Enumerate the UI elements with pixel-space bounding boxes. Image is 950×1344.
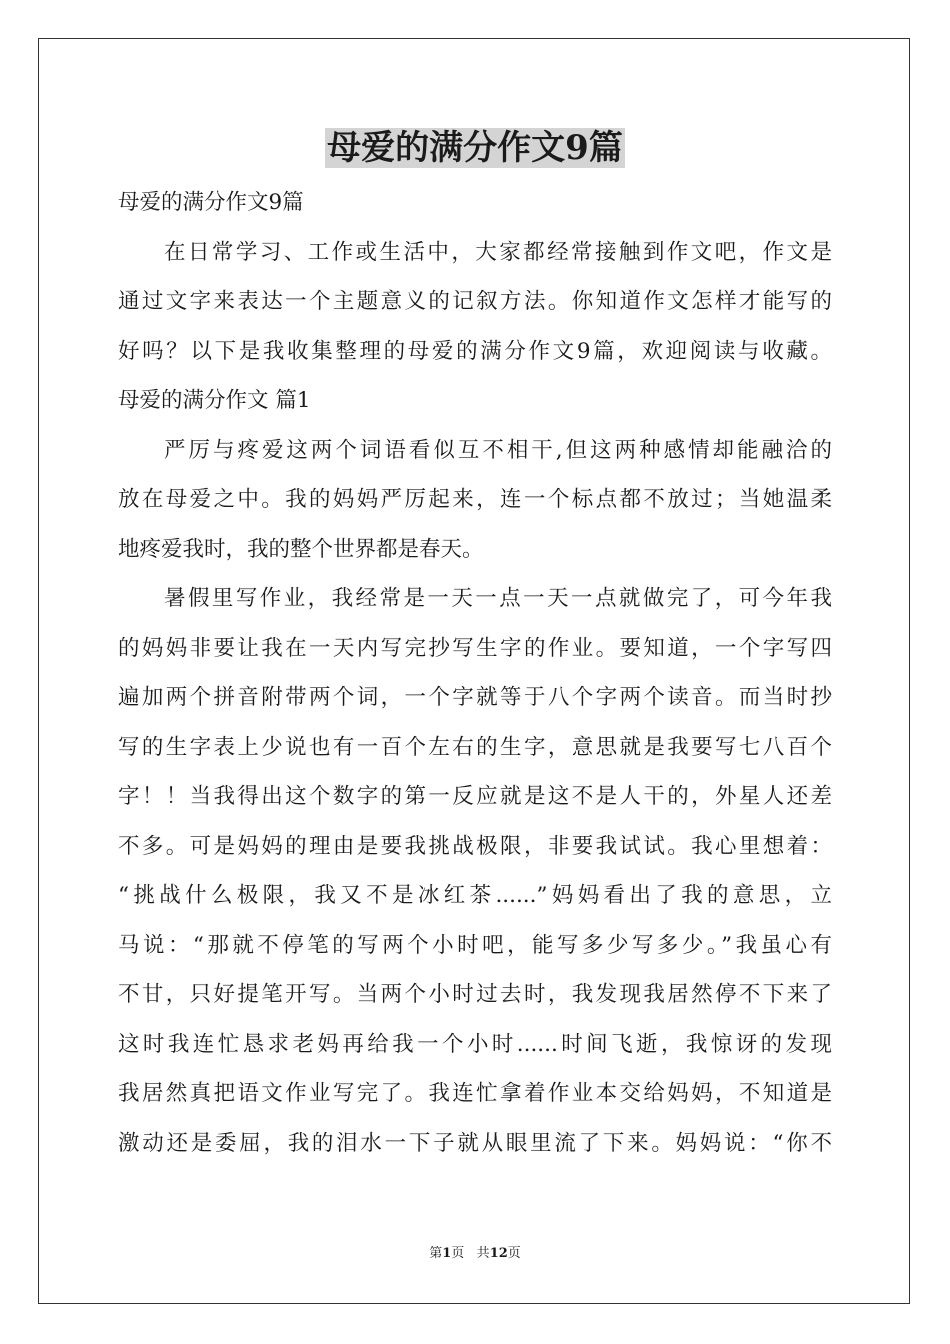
intro-line: 在日常学习、工作或生活中，大家都经常接触到作文吧，作文是 — [164, 239, 832, 265]
total-suffix: 页 — [507, 1246, 521, 1261]
paragraph-line: 严厉与疼爱这两个词语看似互不相干,但这两种感情却能融洽的 — [164, 437, 832, 463]
paragraph-line: 地疼爱我时，我的整个世界都是春天。 — [118, 536, 484, 562]
total-pages: 12 — [489, 1246, 508, 1261]
paragraph-line: 写的生字表上少说也有一百个左右的生字，意思就是我要写七八百个 — [118, 734, 832, 760]
total-prefix: 共 — [476, 1246, 490, 1261]
paragraph-line: 字！！当我得出这个数字的第一反应就是这不是人干的，外星人还差 — [118, 784, 832, 809]
paragraph-line: “挑战什么极限，我又不是冰红茶......”妈妈看出了我的意思，立 — [118, 883, 832, 908]
paragraph-line: 不甘，只好提笔开写。当两个小时过去时，我发现我居然停不下来了 — [118, 982, 832, 1007]
paragraph-line: 不多。可是妈妈的理由是要我挑战极限，非要我试试。我心里想着： — [118, 833, 832, 859]
page-suffix: 页 — [451, 1246, 465, 1261]
paragraph-line: 放在母爱之中。我的妈妈严厉起来，连一个标点都不放过；当她温柔 — [118, 487, 832, 512]
document-body — [118, 178, 832, 1168]
paragraph-line: 遍加两个拼音附带两个词，一个字就等于八个字两个读音。而当时抄 — [118, 685, 832, 710]
page-footer — [0, 1244, 950, 1264]
paragraph-line: 这时我连忙恳求老妈再给我一个小时......时间飞逝，我惊讶的发现 — [118, 1031, 832, 1057]
intro-line: 通过文字来表达一个主题意义的记叙方法。你知道作文怎样才能写的 — [118, 289, 832, 314]
page-prefix: 第 — [429, 1246, 443, 1261]
document-title — [0, 124, 950, 172]
paragraph-line: 马说：“那就不停笔的写两个小时吧，能写多少写多少。”我虽心有 — [118, 932, 832, 958]
page-number: 1 — [442, 1246, 452, 1261]
paragraph-line: 激动还是委屈，我的泪水一下子就从眼里流了下来。妈妈说：“你不 — [118, 1130, 832, 1156]
subtitle: 母爱的满分作文9篇 — [118, 190, 304, 215]
intro-line: 好吗？以下是我收集整理的母爱的满分作文9篇，欢迎阅读与收藏。 — [118, 338, 832, 364]
paragraph-line: 的妈妈非要让我在一天内写完抄写生字的作业。要知道，一个字写四 — [118, 635, 832, 661]
paragraph-line: 我居然真把语文作业写完了。我连忙拿着作业本交给妈妈，不知道是 — [118, 1081, 832, 1106]
paragraph-line: 暑假里写作业，我经常是一天一点一天一点就做完了，可今年我 — [164, 586, 832, 611]
document-title-text: 母爱的满分作文9篇 — [327, 128, 623, 168]
section-heading: 母爱的满分作文 篇1 — [118, 388, 311, 413]
